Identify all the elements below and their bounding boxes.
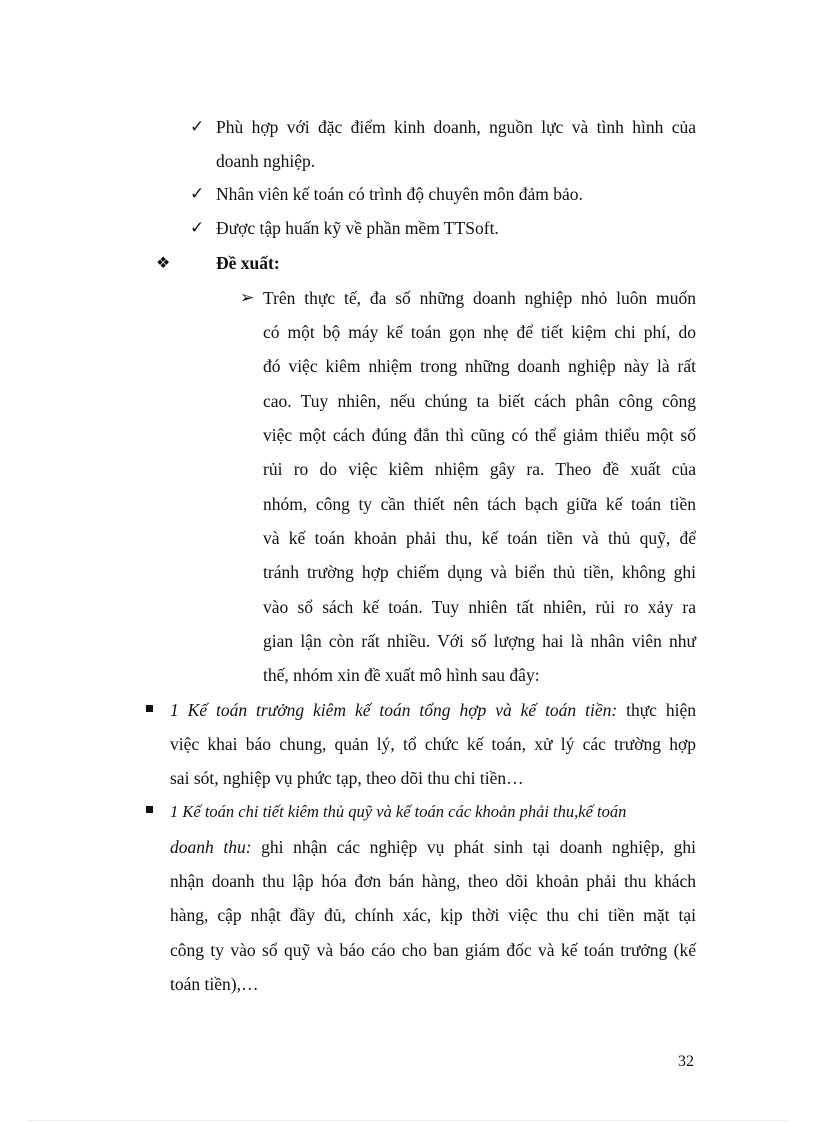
proposal-line-6: rủi ro do việc kiêm nhiệm gây ra. Theo đề xuất của xyxy=(263,459,696,479)
diamond-bullet-icon: ❖ xyxy=(156,255,171,272)
arrow-bullet-icon: ➢ xyxy=(240,288,255,307)
proposal-line-10: vào sổ sách kế toán. Tuy nhiên tất nhiên, rủi ro xảy ra xyxy=(263,597,696,617)
proposal-line-4: cao. Tuy nhiên, nếu chúng ta biết cách phân công công xyxy=(263,391,696,411)
checkmark-icon: ✓ xyxy=(190,184,205,203)
role-2-title-rest: ghi nhận các nghiệp vụ phát sinh tại doanh nghiệp, ghi xyxy=(251,837,696,857)
checkmark-icon: ✓ xyxy=(190,117,205,136)
proposal-heading: Đề xuất: xyxy=(216,253,280,273)
role-2-title-line-1: 1 Kế toán chi tiết kiêm thủ quỹ và kế toán các khoản phải thu,kế toán xyxy=(170,802,627,821)
square-bullet-icon xyxy=(146,705,153,712)
role-2-line-6: toán tiền),… xyxy=(170,974,259,994)
role-1-title-rest: thực hiện xyxy=(617,700,696,720)
square-bullet-icon xyxy=(146,806,153,813)
role-2-line-2 xyxy=(170,837,696,858)
checklist-item-2: Nhân viên kế toán có trình độ chuyên môn đảm bảo. xyxy=(216,184,583,204)
proposal-line-12: thế, nhóm xin đề xuất mô hình sau đây: xyxy=(263,665,540,685)
checklist-item-1-line-1: Phù hợp với đặc điểm kinh doanh, nguồn lực và tình hình của xyxy=(216,117,696,137)
checkmark-icon: ✓ xyxy=(190,218,205,237)
checklist-item-3: Được tập huấn kỹ về phần mềm TTSoft. xyxy=(216,218,499,238)
proposal-line-3: đó việc kiêm nhiệm trong những doanh nghiệp này là rất xyxy=(263,356,696,376)
page-number: 32 xyxy=(678,1053,694,1070)
role-2-line-5: công ty vào sổ quỹ và báo cáo cho ban giám đốc và kế toán trưởng (kế xyxy=(170,940,696,960)
footer-divider xyxy=(28,1120,788,1121)
role-1-line-2: việc khai báo chung, quản lý, tổ chức kế toán, xử lý các trường hợp xyxy=(170,734,696,754)
role-1-line-3: sai sót, nghiệp vụ phức tạp, theo dõi thu chi tiền… xyxy=(170,768,524,788)
role-1-line-1 xyxy=(170,700,696,721)
checklist-item-1-line-2: doanh nghiệp. xyxy=(216,151,316,171)
proposal-line-7: nhóm, công ty cần thiết nên tách bạch giữa kế toán tiền xyxy=(263,494,696,514)
proposal-line-2: có một bộ máy kế toán gọn nhẹ để tiết kiệm chi phí, do xyxy=(263,322,696,342)
proposal-line-9: tránh trường hợp chiếm dụng và biển thủ tiền, không ghi xyxy=(263,562,696,582)
proposal-line-8: và kế toán khoản phải thu, kế toán tiền và thủ quỹ, để xyxy=(263,528,696,548)
role-2-title-line-2: doanh thu: xyxy=(170,837,252,857)
proposal-line-11: gian lận còn rất nhiều. Với số lượng hai là nhân viên như xyxy=(263,631,696,651)
role-2-line-3: nhận doanh thu lập hóa đơn bán hàng, theo dõi khoản phải thu khách xyxy=(170,871,696,891)
role-1-title: 1 Kế toán trưởng kiêm kế toán tổng hợp và kế toán tiền: xyxy=(170,700,618,720)
proposal-line-5: việc một cách đúng đắn thì cũng có thể giảm thiểu một số xyxy=(263,425,696,445)
role-2-line-4: hàng, cập nhật đầy đủ, chính xác, kịp thời việc thu chi tiền mặt tại xyxy=(170,905,696,925)
proposal-line-1: Trên thực tế, đa số những doanh nghiệp nhỏ luôn muốn xyxy=(263,288,696,308)
